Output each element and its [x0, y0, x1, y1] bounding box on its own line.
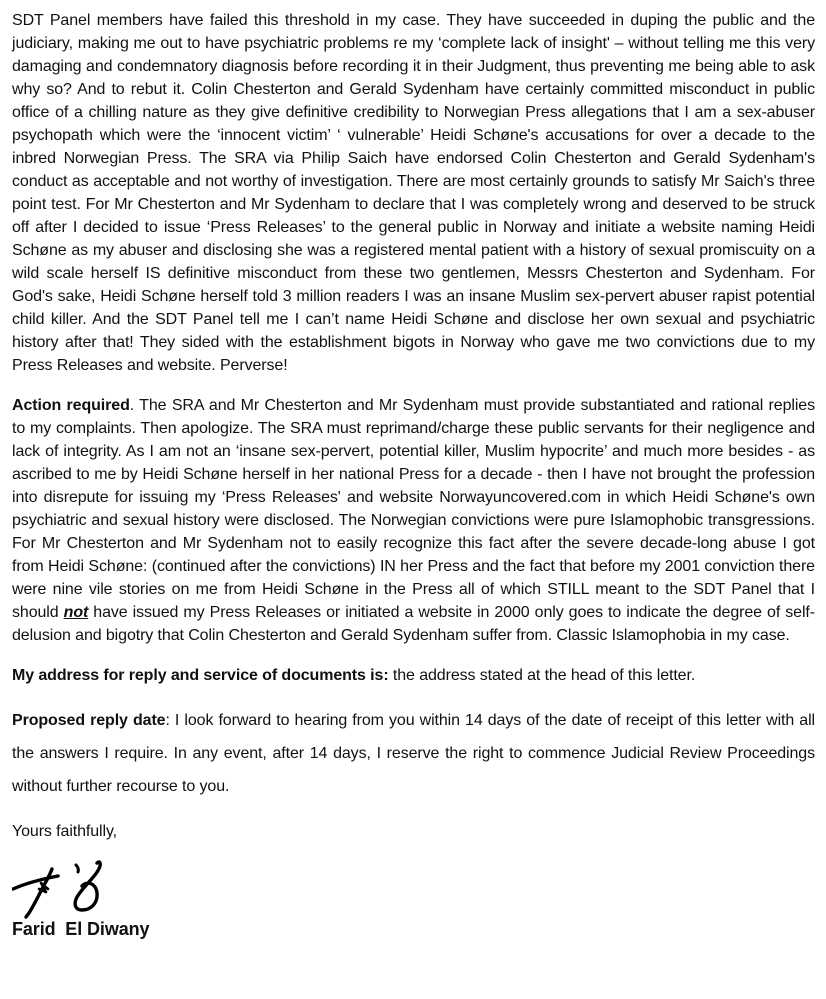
paragraph-proposed-reply-date [12, 704, 815, 803]
address-for-reply-label: My address for reply and service of documents is: [12, 667, 389, 684]
signature-name: Farid El Diwany [12, 919, 150, 939]
paragraph-sdt-panel: SDT Panel members have failed this threshold in my case. They have succeeded in duping the public and the judiciary, making me out to have psychiatric problems re my ‘complete lack of insight' – without telling me this very damaging and condemnatory diagnosis before recording it in their Judgment, thus preventing me being able to ask why so? And to rebut it. Colin Chesterton and Gerald Sydenham have certainly committed misconduct in public office of a chilling nature as they give definitive credibility to Norwegian Press allegations that I am a sex-abuser psychopath which were the ‘innocent victim’ ‘ vulnerable’ Heidi Schøne's accusations for over a decade to the inbred Norwegian Press. The SRA via Philip Saich have endorsed Colin Chesterton and Gerald Sydenham's conduct as acceptable and not worthy of investigation. There are most certainly grounds to satisfy Mr Saich's three point test. For Mr Chesterton and Mr Sydenham to declare that I was completely wrong and deserved to be struck off after I decided to issue ‘Press Releases’ to the general public in Norway and initiate a website naming Heidi Schøne as my abuser and disclosing she was a registered mental patient with a history of sexual promiscuity on a wild scale herself IS definitive misconduct from these two gentlemen, Messrs Chesterton and Sydenham. For God's sake, Heidi Schøne herself told 3 million readers I was an insane Muslim sex-pervert abuser rapist potential child killer. And the SDT Panel tell me I can’t name Heidi Schøne and disclose her own sexual and psychiatric history after that! They sided with the establishment bigots in Norway who gave me two convictions due to my Press Releases and website. Perverse! [12, 12, 815, 374]
signature-area [12, 860, 815, 922]
action-required-label: Action required [12, 397, 130, 414]
signature-scribble-icon [12, 860, 108, 922]
proposed-reply-date-label: Proposed reply date [12, 712, 166, 729]
closing-valediction: Yours faithfully, [12, 823, 118, 840]
paragraph-action-required [12, 394, 815, 647]
address-for-reply-body: the address stated at the head of this letter. [388, 667, 696, 684]
emphasized-not-word: not [63, 604, 89, 621]
proposed-reply-date-body: : I look forward to hearing from you within 14 days of the date of receipt of this letter with all the answers I require. In any event, after 14 days, I reserve the right to commence Judicial Review Proceedings without further recourse to you. [12, 712, 815, 795]
paragraph-address-for-reply [12, 664, 815, 687]
action-required-body-2: have issued my Press Releases or initiated a website in 2000 only goes to indicate the degree of self-delusion and bigotry that Colin Chesterton and Gerald Sydenham suffer from. Classic Islamophobia in my case. [12, 604, 815, 644]
action-required-body-1: . The SRA and Mr Chesterton and Mr Sydenham must provide substantiated and rational replies to my complaints. Then apologize. The SRA must reprimand/charge these public servants for their negligence and lack of integrity. As I am not an ‘insane sex-pervert, potential killer, Muslim hypocrite’ and much more besides - as ascribed to me by Heidi Schøne herself in her national Press for a decade - then I have not brought the profession into disrepute for issuing my ‘Press Releases' and website Norwayuncovered.com in which Heidi Schøne's own psychiatric and sexual history were disclosed. The Norwegian convictions were pure Islamophobic transgressions. For Mr Chesterton and Mr Sydenham not to easily recognize this fact after the severe decade-long abuse I got from Heidi Schøne: (continued after the convictions) IN her Press and the fact that before my 2001 conviction there were nine vile stories on me from Heidi Schøne in the Press all of which STILL meant to the SDT Panel that I should [12, 397, 815, 621]
